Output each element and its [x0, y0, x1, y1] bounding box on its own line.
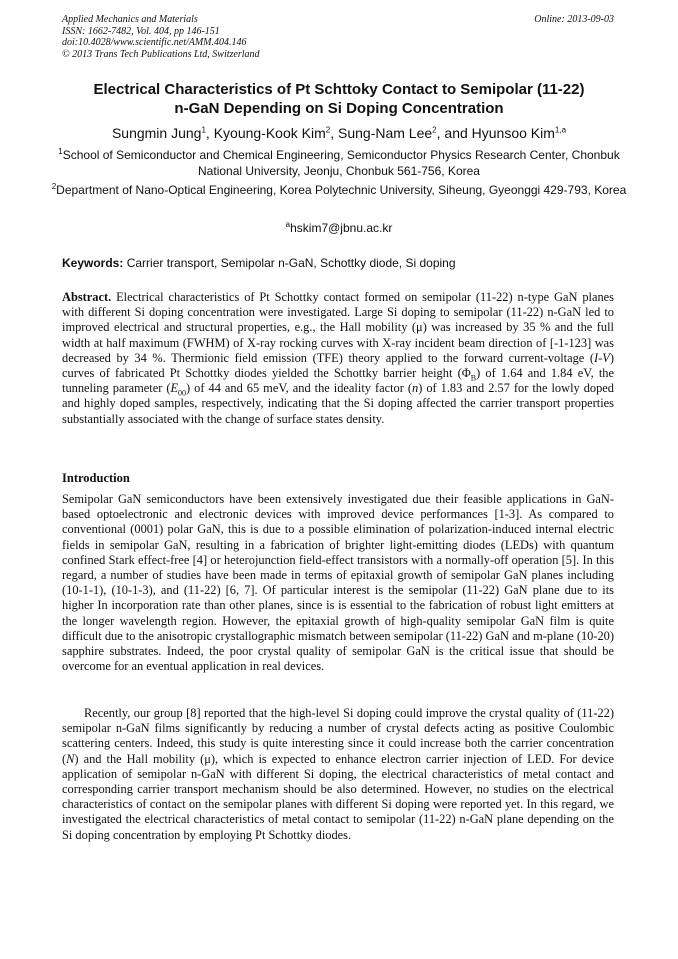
author-name: Kyoung-Kook Kim [213, 125, 326, 141]
intro-text: ) and the Hall mobility (μ), which is expected to enhance electron carrier injection of LED. For device application of semipolar n-GaN with different Si doping, the electrical characteristics of metal contact and corresponding carrier transport mechanism should be also determined. However, no studies on the electrical characteristics of contact on the semipolar planes with different Si doping were reported yet. In this regard, we investigated the electrical characteristics of metal contact to semipolar (11-22) n-GaN plane depending on the Si doping concentration by employing Pt Schottky diodes. [62, 751, 614, 842]
intro-text: Recently, our group [8] reported that the high-level Si doping could improve the crystal quality of (11-22) semipolar n-GaN films significantly by reducing a number of crystal defects acting as positive Coulombic scattering centers. Indeed, this study is quite interesting since it could increase both the carrier concentration ( [62, 706, 614, 766]
abstract-text: ) curves of fabricated Pt Schottky diodes yielded the Schottky barrier height (Φ [62, 350, 614, 381]
author-name: Sungmin Jung [111, 125, 202, 141]
author-separator: , and [436, 125, 472, 141]
abstract-symbol: I-V [594, 350, 610, 365]
title-line-1: Electrical Characteristics of Pt Schttoky Contact to Semipolar (11-22) [93, 81, 585, 98]
issn-line: ISSN: 1662-7482, Vol. 404, pp 146-151 [62, 25, 220, 37]
paper-title [40, 80, 638, 118]
author-affiliation-mark: 1 [201, 125, 206, 135]
email-address[interactable]: hskim7@jbnu.ac.kr [290, 221, 393, 235]
doi-line[interactable]: doi:10.4028/www.scientific.net/AMM.404.146 [62, 37, 247, 49]
keywords [62, 256, 614, 271]
copyright-line: © 2013 Trans Tech Publications Ltd, Switzerland [62, 48, 260, 60]
journal-header [62, 14, 614, 60]
intro-paragraph-1: Semipolar GaN semiconductors have been extensively investigated due their feasible applications in GaN-based optoelectronic and electronic devices with improved device performances [1-3]. As compared to conventional (0001) polar GaN, this is due to a possible elimination of polarization-induced internal electric fields in semipolar GaN, resulting in a fabrication of brighter light-emitting diodes (LEDs) with quantum confined Stark effect-free [4] or heterojunction field-effect transistors with a normally-off operation [5]. In this regard, a number of studies have been made in terms of epitaxial growth of semipolar GaN planes including (10-1-1), (10-1-3), and (11-22) [6, 7]. Of particular interest is the semipolar (11-22) GaN plane due to its higher In incorporation rate than other planes, since is is essential to the fabrication of robust light emitters at the longer wavelength region. However, the epitaxial growth of high-quality semipolar GaN film is quite difficult due to the anisotropic crystallographic mismatch between semipolar (11-22) GaN and m-plane (10-20) sapphire substrates. Indeed, the poor crystal quality of semipolar GaN is the critical issue that should be overcome for an eventual application in real devices. [62, 492, 614, 674]
affiliation-2 [50, 183, 628, 199]
affiliation-text: Department of Nano-Optical Engineering, Korea Polytechnic University, Siheung, Gyeonggi 429-793, Korea [56, 183, 627, 197]
intro-symbol: N [66, 751, 75, 766]
author-separator: , [205, 125, 214, 141]
email-mark: a [285, 220, 291, 229]
author-affiliation-mark: 2 [325, 125, 331, 135]
abstract [62, 290, 614, 427]
title-line-2: n-GaN Depending on Si Doping Concentration [174, 100, 504, 117]
section-heading: Introduction [62, 471, 130, 485]
author-affiliation-mark: 2 [432, 125, 437, 135]
affiliation-1 [50, 148, 628, 179]
abstract-subscript: B [470, 373, 477, 383]
author-separator: , [330, 125, 338, 141]
keywords-text: Carrier transport, Semipolar n-GaN, Schottky diode, Si doping [123, 256, 456, 270]
affiliation-text: School of Semiconductor and Chemical Engineering, Semiconductor Physics Research Center, Chonbuk National University, Jeonju, Chonbuk 561-756, Korea [62, 148, 620, 178]
abstract-subscript: 00 [178, 388, 187, 398]
intro-paragraph-2 [62, 706, 614, 843]
online-date: Online: 2013-09-03 [534, 14, 614, 25]
affiliation-mark: 1 [58, 147, 63, 156]
author-name: Hyunsoo Kim [471, 125, 555, 141]
abstract-text: ) of 1.64 and 1.84 eV, the tunneling parameter ( [62, 366, 614, 396]
abstract-symbol: n [411, 381, 419, 396]
abstract-label: Abstract. [62, 290, 112, 304]
abstract-text: ) of 44 and 65 meV, and the ideality factor ( [186, 381, 412, 396]
abstract-text: Electrical characteristics of Pt Schottky contact formed on semipolar (11-22) n-type GaN planes with different Si doping concentration were investigated. Large Si doping to semipolar (11-22) n-GaN led to improved electrical and structural properties, e.g., the Hall mobility (μ) was increased by 35 % and the full width at half maximum (FWHM) of X-ray rocking curves with X-ray incident beam direction of [-1-123] was decreased by 34 %. Thermionic field emission (TFE) theory applied to the forward current-voltage ( [62, 290, 614, 365]
author-list [30, 124, 648, 142]
affiliation-mark: 2 [51, 182, 57, 191]
abstract-symbol: E [170, 381, 179, 396]
corresponding-email [50, 221, 628, 236]
abstract-text: ) of 1.83 and 2.57 for the lowly doped and highly doped samples, respectively, indicating that the Si doping affected the carrier transport properties substantially associated with the change of surface states density. [62, 381, 615, 426]
author-affiliation-mark: 1,a [554, 125, 567, 135]
author-name: Sung-Nam Lee [338, 125, 433, 141]
keywords-label: Keywords: [62, 256, 124, 270]
journal-name: Applied Mechanics and Materials [62, 14, 198, 25]
